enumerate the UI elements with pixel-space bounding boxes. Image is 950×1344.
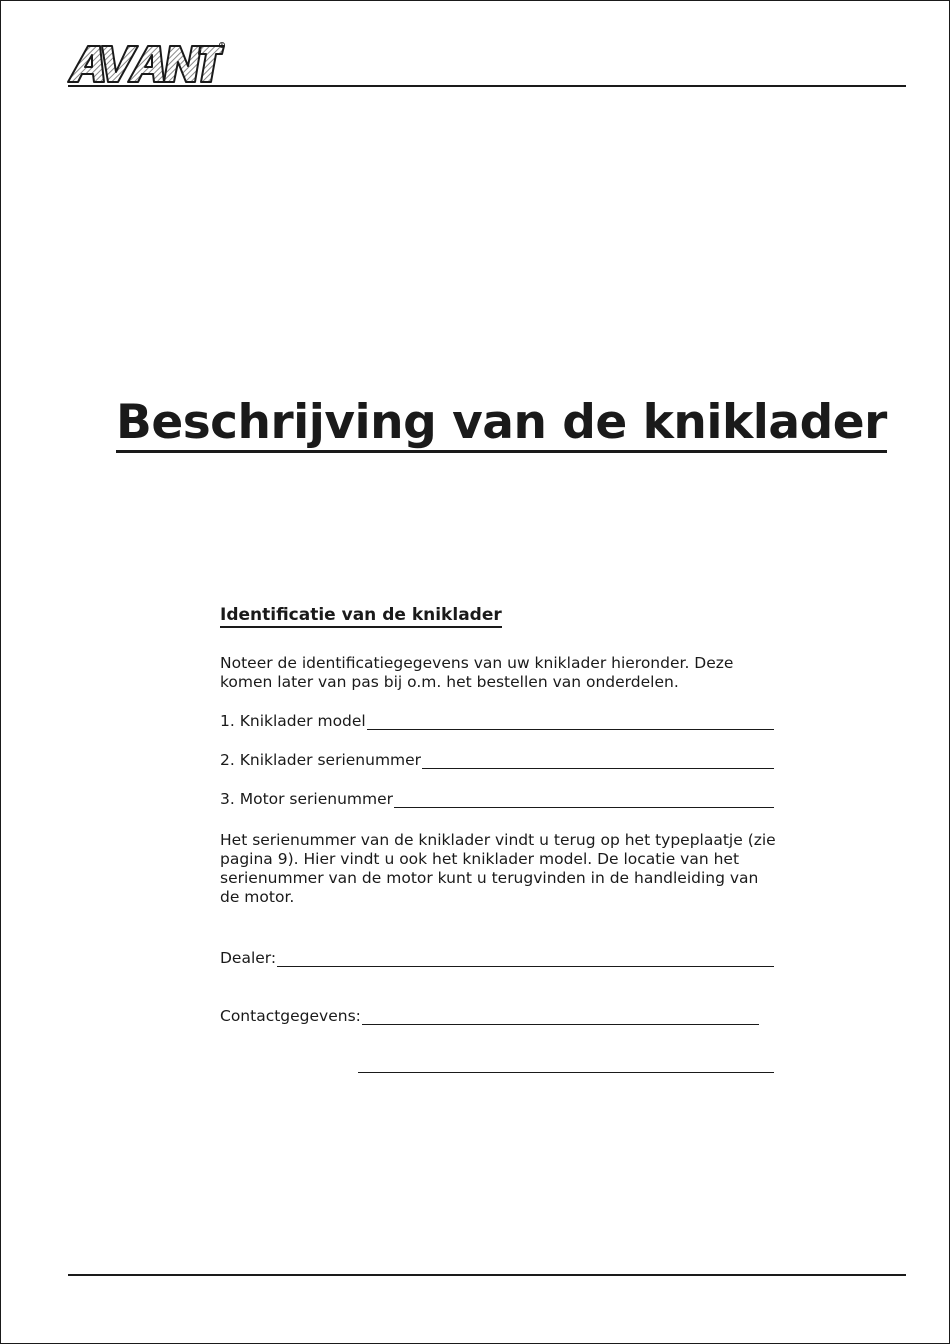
engine-serial-field-line[interactable] <box>394 789 774 808</box>
serial-location-note: Het serienummer van de kniklader vindt u terug op het typeplaatje (zie pagina 9). Hier vindt u ook het kniklader model. De locatie van het serienummer van de motor kunt u terugvinden in de handleiding van de motor. <box>220 831 776 906</box>
footer-rule <box>68 1274 906 1276</box>
contact-field <box>220 1006 759 1026</box>
model-field-label: 1. Kniklader model <box>220 712 366 730</box>
intro-paragraph: Noteer de identificatiegegevens van uw kniklader hieronder. Deze komen later van pas bij o.m. het bestellen van onderdelen. <box>220 654 734 691</box>
serial-field-label: 2. Kniklader serienummer <box>220 751 422 769</box>
contact-field-line-2[interactable] <box>358 1054 774 1073</box>
contact-field-line[interactable] <box>362 1006 759 1025</box>
model-field <box>220 711 774 731</box>
model-field-line[interactable] <box>367 711 774 730</box>
dealer-field-line[interactable] <box>277 948 774 967</box>
identification-section <box>220 606 780 1073</box>
page-title: Beschrijving van de kniklader <box>116 396 887 453</box>
header-rule <box>68 85 906 87</box>
serial-field-line[interactable] <box>422 750 774 769</box>
engine-serial-field <box>220 789 774 809</box>
engine-serial-field-label: 3. Motor serienummer <box>220 790 394 808</box>
dealer-field <box>220 948 774 968</box>
dealer-field-label: Dealer: <box>220 949 277 967</box>
contact-field-label: Contactgegevens: <box>220 1007 361 1025</box>
serial-field <box>220 750 774 770</box>
avant-logo <box>66 42 226 86</box>
svg-text:R: R <box>220 42 224 48</box>
section-heading: Identificatie van de kniklader <box>220 606 502 628</box>
